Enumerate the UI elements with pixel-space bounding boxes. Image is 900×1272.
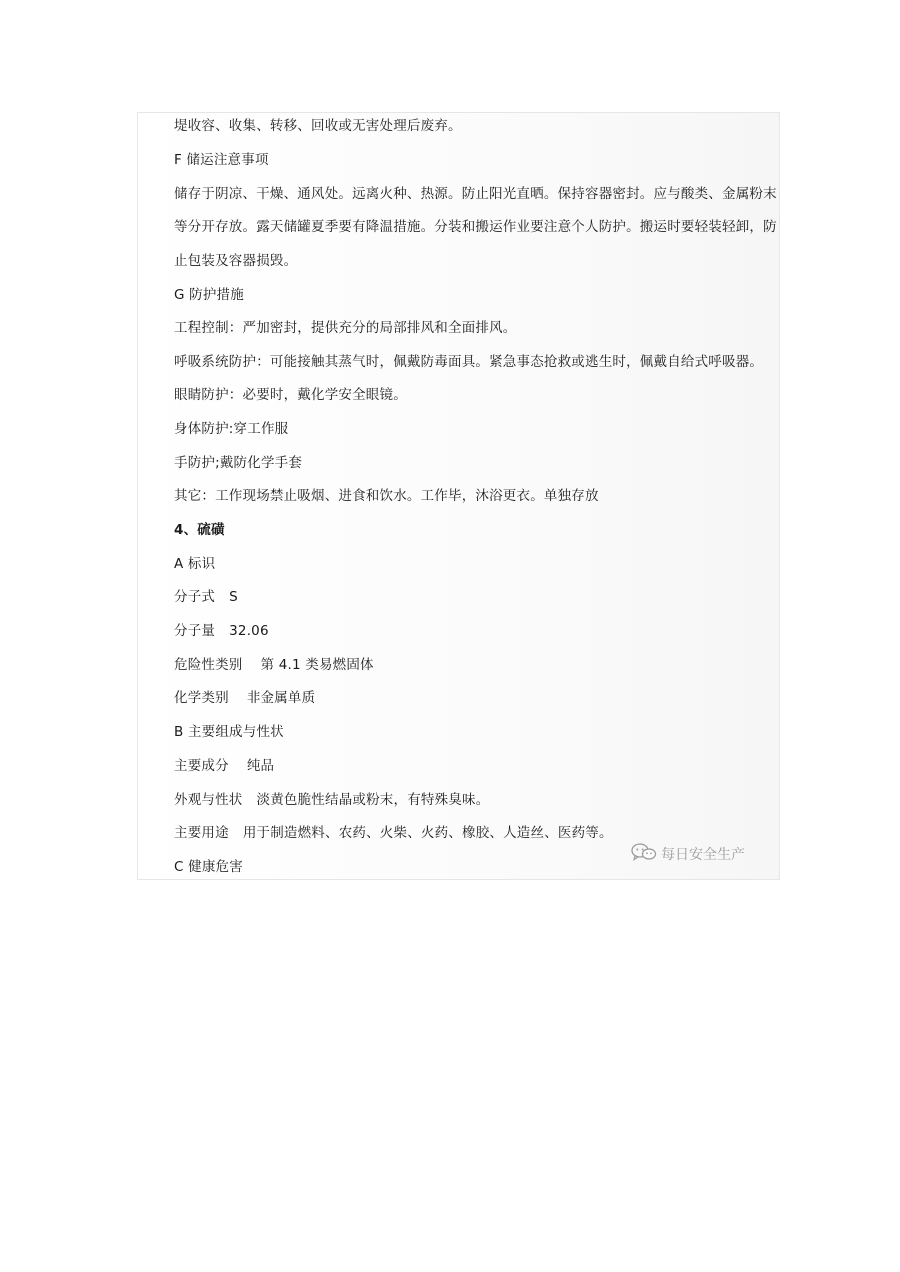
watermark-text: 每日安全生产 <box>661 847 745 863</box>
text-line: 止包装及容器损毁。 <box>174 253 298 269</box>
property-value: 非金属单质 <box>246 690 316 706</box>
property-row-main-component <box>174 757 274 775</box>
property-key: 分子量 <box>174 623 216 639</box>
property-key: 外观与性状 <box>174 792 243 808</box>
property-row-formula <box>174 588 238 606</box>
section-heading-protection: G 防护措施 <box>174 287 244 303</box>
property-key: 危险性类别 <box>174 657 243 673</box>
property-row-uses <box>174 824 613 842</box>
property-value: S <box>229 589 238 605</box>
text-line: 眼睛防护：必要时，戴化学安全眼镜。 <box>174 387 407 403</box>
chapter-heading-sulfur: 4、硫磺 <box>174 522 225 538</box>
section-heading-identification: A 标识 <box>174 556 216 572</box>
property-row-appearance <box>174 791 489 809</box>
wechat-icon <box>631 843 661 865</box>
text-line: 其它：工作现场禁止吸烟、进食和饮水。工作毕，沐浴更衣。单独存放 <box>174 488 599 504</box>
section-heading-composition: B 主要组成与性状 <box>174 724 284 740</box>
property-value: 淡黄色脆性结晶或粉末，有特殊臭味。 <box>256 792 490 808</box>
text-line: 等分开存放。露天储罐夏季要有降温措施。分装和搬运作业要注意个人防护。搬运时要轻装轻卸，防 <box>174 219 777 235</box>
property-row-chemical-class <box>174 689 315 707</box>
property-key: 主要用途 <box>174 825 229 841</box>
text-line: 工程控制：严加密封，提供充分的局部排风和全面排风。 <box>174 320 517 336</box>
text-line: 手防护;戴防化学手套 <box>174 455 303 471</box>
property-value: 纯品 <box>246 758 275 774</box>
section-heading-storage: F 储运注意事项 <box>174 152 269 168</box>
property-value: 用于制造燃料、农药、火柴、火药、橡胶、人造丝、医药等。 <box>242 825 613 841</box>
text-line: 堤收容、收集、转移、回收或无害处理后废弃。 <box>174 118 462 134</box>
section-heading-health-hazard: C 健康危害 <box>174 859 243 875</box>
property-key: 主要成分 <box>174 758 229 774</box>
property-row-hazard-class <box>174 656 374 674</box>
watermark <box>631 843 745 865</box>
property-key: 分子式 <box>174 589 216 605</box>
text-line: 储存于阴凉、干燥、通风处。远离火种、热源。防止阳光直晒。保持容器密封。应与酸类、金属粉末 <box>174 186 777 202</box>
property-value: 32.06 <box>229 623 269 639</box>
property-row-molecular-weight <box>174 622 269 640</box>
text-line: 呼吸系统防护：可能接触其蒸气时，佩戴防毒面具。紧急事态抢救或逃生时，佩戴自给式呼吸器。 <box>174 354 764 370</box>
property-key: 化学类别 <box>174 690 229 706</box>
text-line: 身体防护:穿工作服 <box>174 421 289 437</box>
property-value: 第 4.1 类易燃固体 <box>260 657 374 673</box>
